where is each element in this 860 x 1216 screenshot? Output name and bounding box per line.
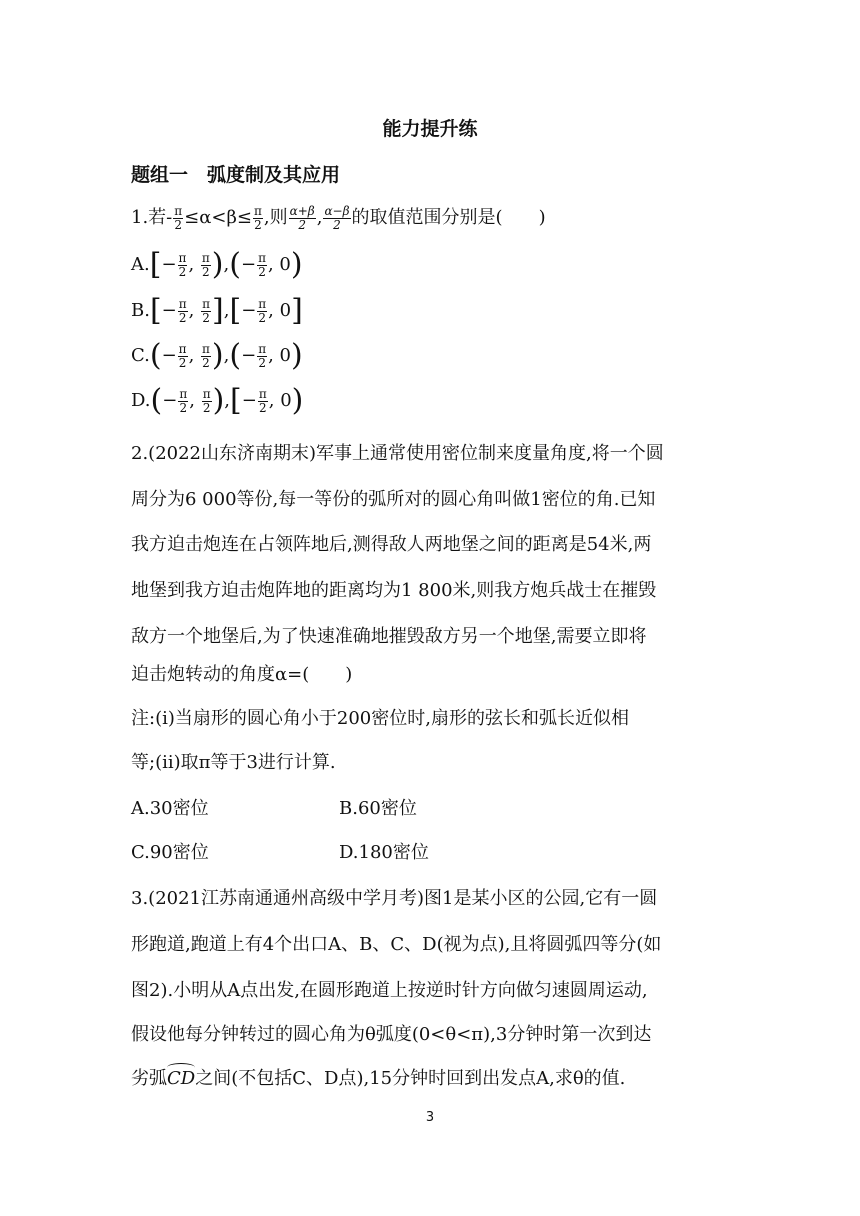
- q3-line: 假设他每分钟转过的圆心角为θ弧度(0<θ<π),3分钟时第一次到达: [131, 1024, 652, 1045]
- q2-option-b: B.60密位: [339, 798, 417, 819]
- q2-note-line: 等;(ii)取π等于3进行计算.: [131, 752, 336, 773]
- fraction-pi-over-2: $\frac{\pi}{2}$: [253, 203, 262, 232]
- q2-line: 敌方一个地堡后,为了快速准确地摧毁敌方另一个地堡,需要立即将: [131, 626, 647, 647]
- q1-option-a: A.[− $\frac{\pi}{2}$ , $\frac{\pi}{2}$ ),(− $\frac{\pi}{2}$ , 0): [131, 247, 303, 282]
- fraction-neg-pi-over-2: $\frac{\pi}{2}$: [174, 203, 183, 232]
- q2-line: 周分为6 000等份,每一等份的弧所对的圆心角叫做1密位的角.已知: [131, 489, 656, 510]
- page-number: 3: [425, 1110, 435, 1125]
- q1-stem: 1.若- $\frac{\pi}{2}$ ≤α<β≤ $\frac{\pi}{2}$ ,则 $\frac{\alpha+\beta}{2}$ , $\frac{\alpha-\beta}{2}$ 的取值范围分别是( ): [131, 203, 546, 232]
- q2-option-a: A.30密位: [131, 798, 209, 819]
- q3-line: 3.(2021江苏南通通州高级中学月考)图1是某小区的公园,它有一圆: [131, 888, 658, 909]
- section-heading: 题组一 弧度制及其应用: [131, 164, 341, 186]
- q3-last-line: 劣弧CD之间(不包括C、D点),15分钟时回到出发点A,求θ的值.: [131, 1068, 626, 1089]
- fraction-alpha-minus-beta: $\frac{\alpha-\beta}{2}$: [324, 203, 350, 232]
- fraction-alpha-plus-beta: $\frac{\alpha+\beta}{2}$: [289, 203, 315, 232]
- q1-option-d: D.(− $\frac{\pi}{2}$ , $\frac{\pi}{2}$ ),[− $\frac{\pi}{2}$ , 0): [131, 383, 304, 418]
- q3-line: 形跑道,跑道上有4个出口A、B、C、D(视为点),且将圆弧四等分(如: [131, 934, 662, 955]
- q2-option-c: C.90密位: [131, 842, 209, 863]
- q2-line: 迫击炮转动的角度α=( ): [131, 664, 353, 685]
- q1-option-b: B.[− $\frac{\pi}{2}$ , $\frac{\pi}{2}$ ],[− $\frac{\pi}{2}$ , 0]: [131, 293, 303, 328]
- arc-cd: CD: [167, 1068, 196, 1089]
- q2-line: 地堡到我方迫击炮阵地的距离均为1 800米,则我方炮兵战士在摧毁: [131, 580, 657, 601]
- page-title: 能力提升练: [382, 118, 478, 140]
- q2-option-d: D.180密位: [339, 842, 429, 863]
- q3-line: 图2).小明从A点出发,在圆形跑道上按逆时针方向做匀速圆周运动,: [131, 980, 648, 1001]
- q2-line: 我方迫击炮连在占领阵地后,测得敌人两地堡之间的距离是54米,两: [131, 534, 652, 555]
- q2-line: 2.(2022山东济南期末)军事上通常使用密位制来度量角度,将一个圆: [131, 443, 664, 464]
- q2-note-line: 注:(i)当扇形的圆心角小于200密位时,扇形的弦长和弧长近似相: [131, 708, 629, 729]
- q1-option-c: C.(− $\frac{\pi}{2}$ , $\frac{\pi}{2}$ ),(− $\frac{\pi}{2}$ , 0): [131, 338, 303, 373]
